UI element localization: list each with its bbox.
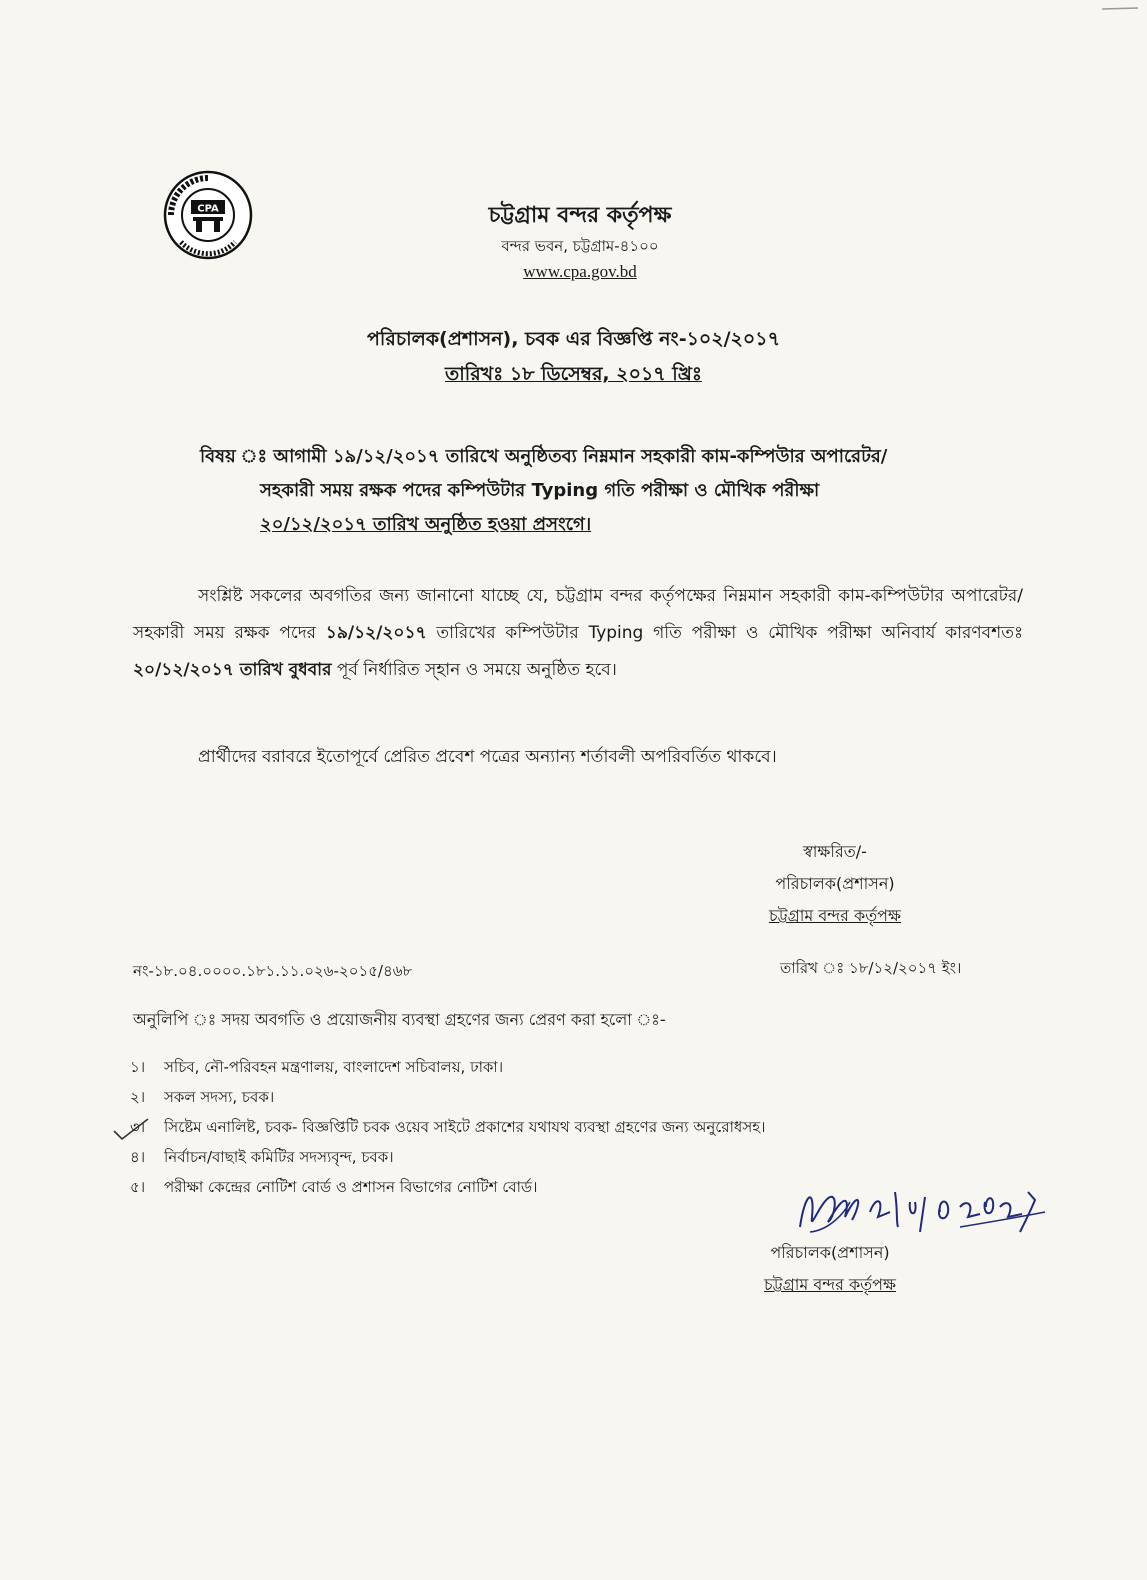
- signatory-org: চট্টগ্রাম বন্দর কর্তৃপক্ষ: [764, 1275, 896, 1294]
- svg-text:CPA: CPA: [197, 203, 219, 215]
- signatory-org: চট্টগ্রাম বন্দর কর্তৃপক্ষ: [769, 906, 901, 925]
- scan-mark: [1100, 4, 1140, 14]
- body-date-bold-1: ১৯/১২/২০১৭: [325, 623, 427, 643]
- memo-date: তারিখ ঃ ১৮/১২/২০১৭ ইং।: [780, 959, 962, 977]
- signatory-title: পরিচালক(প্রশাসন): [775, 874, 895, 893]
- signatory-block-1: [720, 836, 950, 932]
- subject: [200, 440, 887, 542]
- notice-number: পরিচালক(প্রশাসন), চবক এর বিজ্ঞপ্তি নং-১০২/২০১৭: [367, 328, 780, 350]
- org-address: বন্দর ভবন, চট্টগ্রাম-৪১০০: [501, 237, 659, 255]
- signatory-block-2: [730, 1237, 930, 1301]
- list-item: ২। সকল সদস্য, চবক।: [130, 1088, 275, 1106]
- body-text-1: সংশ্লিষ্ট সকলের অবগতির জন্য জানানো যাচ্ছে যে, চট্টগ্রাম বন্দর কর্তৃপক্ষের নিম্নমান সহকারী কাম-কম্পিউটার অপারেটর/সহকারী সময় রক্ষক পদের: [133, 586, 1023, 643]
- cpa-logo-icon: [163, 170, 253, 260]
- list-item: ১। সচিব, নৌ-পরিবহন মন্ত্রণালয়, বাংলাদেশ সচিবালয়, ঢাকা।: [130, 1058, 504, 1076]
- list-item: ৫। পরীক্ষা কেন্দ্রের নোটিশ বোর্ড ও প্রশাসন বিভাগের নোটিশ বোর্ড।: [130, 1178, 538, 1196]
- body-date-bold-2: ২০/১২/২০১৭ তারিখ বুধবার: [133, 660, 332, 680]
- body-text-2: তারিখের কম্পিউটার Typing গতি পরীক্ষা ও মৌখিক পরীক্ষা অনিবার্য কারণবশতঃ: [436, 623, 1024, 643]
- list-item: ৩। সিষ্টেম এনালিষ্ট, চবক- বিজ্ঞপ্তিটি চবক ওয়েব সাইটে প্রকাশের যথাযথ ব্যবস্থা গ্রহণের জন্য অনুরোধসহ।: [130, 1118, 766, 1136]
- body-paragraph: [133, 578, 1023, 689]
- copy-to-list: [130, 1052, 765, 1202]
- signed-label: স্বাক্ষরিত/-: [803, 842, 867, 861]
- subject-line-1: বিষয় ঃ আগামী ১৯/১২/২০১৭ তারিখে অনুষ্ঠিতব্য নিম্নমান সহকারী কাম-কম্পিউার অপারেটর/: [200, 446, 888, 467]
- copy-to-intro: অনুলিপি ঃ সদয় অবগতি ও প্রয়োজনীয় ব্যবস্থা গ্রহণের জন্য প্রেরণ করা হলো ঃ-: [133, 1010, 666, 1029]
- subject-line-3: ২০/১২/২০১৭ তারিখ অনুষ্ঠিত হওয়া প্রসংগে।: [260, 514, 592, 535]
- org-name: চট্টগ্রাম বন্দর কর্তৃপক্ষ: [488, 203, 672, 228]
- notice-date: তারিখঃ ১৮ ডিসেম্বর, ২০১৭ খ্রিঃ: [445, 363, 702, 385]
- list-item: ৪। নির্বাচন/বাছাই কমিটির সদস্যবৃন্দ, চবক।: [130, 1148, 394, 1166]
- signatory-title: পরিচালক(প্রশাসন): [770, 1243, 890, 1262]
- subject-line-2: সহকারী সময় রক্ষক পদের কম্পিউটার Typing গতি পরীক্ষা ও মৌখিক পরীক্ষা: [260, 480, 820, 501]
- org-website-link[interactable]: www.cpa.gov.bd: [523, 262, 637, 281]
- body-text-3: পূর্ব নির্ধারিত স্হান ও সময়ে অনুষ্ঠিত হবে।: [336, 660, 617, 680]
- handwritten-tick-icon: [112, 1115, 152, 1145]
- body-paragraph-2: প্রার্থীদের বরাবরে ইতোপূর্বে প্রেরিত প্রবেশ পত্রের অন্যান্য শর্তাবলী অপরিবর্তিত থাকবে।: [198, 747, 777, 767]
- memo-number: নং-১৮.০৪.০০০০.১৮১.১১.০২৬-২০১৫/৪৬৮: [133, 962, 413, 980]
